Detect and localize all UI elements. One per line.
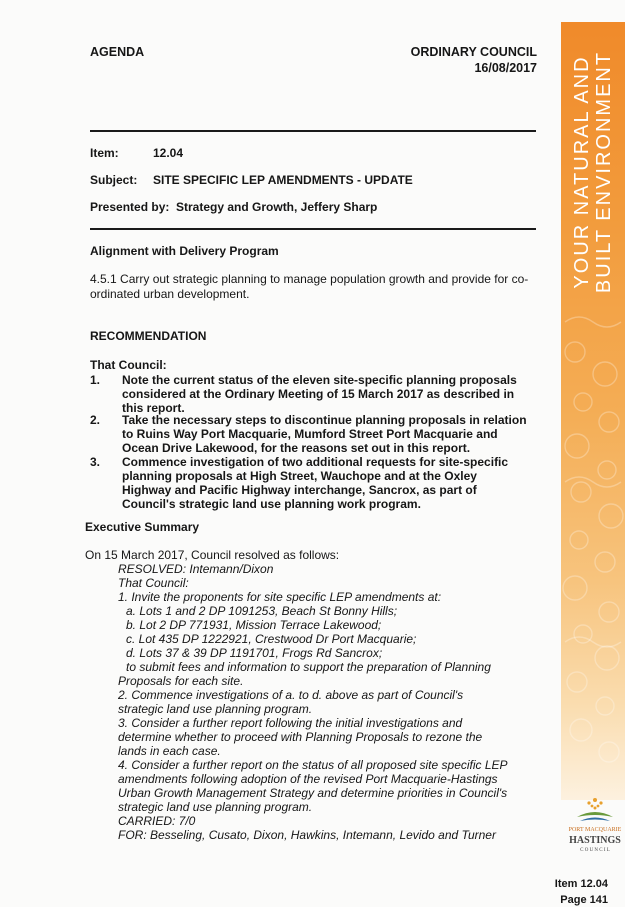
footer-item-number: Item 12.04 <box>554 878 608 890</box>
rec-item-2 <box>122 413 536 455</box>
recommendation-heading: RECOMMENDATION <box>90 329 207 343</box>
rec-item-3-line: Highway and Pacific Highway interchange, Sancrox, as part of <box>122 483 477 497</box>
lot-item: c. Lot 435 DP 1222921, Crestwood Dr Port Macquarie; <box>126 632 417 646</box>
item-label: Item: <box>90 146 119 160</box>
subject-label: Subject: <box>90 173 138 187</box>
brand-sidebar <box>561 22 625 800</box>
rec-item-3-number: 3. <box>90 455 101 469</box>
sidebar-slogan-line-2: BUILT ENVIRONMENT <box>593 50 615 294</box>
agenda-label: AGENDA <box>90 45 145 59</box>
resolution-point-3: 3. Consider a further report following the initial investigations and <box>118 716 463 730</box>
that-council-line: That Council: <box>118 576 189 590</box>
presented-by-value: Strategy and Growth, Jeffery Sharp <box>176 200 378 214</box>
executive-summary-intro: On 15 March 2017, Council resolved as follows: <box>85 548 340 562</box>
item-number: 12.04 <box>153 146 184 160</box>
rec-item-3-line: Commence investigation of two additional requests for site-specific <box>122 455 509 469</box>
for-line: FOR: Besseling, Cusato, Dixon, Hawkins, Intemann, Levido and Turner <box>118 828 496 842</box>
resolved-line: RESOLVED: Intemann/Dixon <box>118 562 274 576</box>
rec-item-3-line: planning proposals at High Street, Wauchope and at the Oxley <box>122 469 477 483</box>
resolution-point-4: 4. Consider a further report on the status of all proposed site specific LEP <box>118 758 508 772</box>
meeting-date: 16/08/2017 <box>474 61 537 75</box>
executive-summary-heading: Executive Summary <box>85 520 200 534</box>
resolution-point-1: 1. Invite the proponents for site specific LEP amendments at: <box>118 590 442 604</box>
sidebar-slogan-line-1: YOUR NATURAL AND <box>571 55 593 289</box>
subject-value: SITE SPECIFIC LEP AMENDMENTS - UPDATE <box>153 173 413 187</box>
resolution-point-1-tail: Proposals for each site. <box>118 674 244 688</box>
resolution-point-3: lands in each case. <box>118 744 221 758</box>
council-logo <box>568 795 622 865</box>
resolution-point-2: strategic land use planning program. <box>118 702 313 716</box>
rec-item-2-number: 2. <box>90 413 101 427</box>
footer-page-number: Page 141 <box>560 894 608 906</box>
rec-item-2-line: Take the necessary steps to discontinue planning proposals in relation <box>122 413 527 427</box>
lot-item: d. Lots 37 & 39 DP 1191701, Frogs Rd Sancrox; <box>126 646 383 660</box>
logo-text-line-3: C O U N C I L <box>580 848 610 853</box>
resolution-point-4: amendments following adoption of the revised Port Macquarie-Hastings <box>118 772 498 786</box>
rec-item-3-line: Council's strategic land use planning work program. <box>122 497 421 511</box>
rec-item-3 <box>122 455 536 511</box>
sidebar-slogan <box>571 51 615 293</box>
resolution-point-4: Urban Growth Management Strategy and determine priorities in Council's <box>118 786 508 800</box>
logo-text-line-2: HASTINGS <box>569 835 621 846</box>
mid-rule <box>90 228 536 230</box>
presented-by-label: Presented by: <box>90 200 170 214</box>
resolution-point-1-tail: to submit fees and information to support the preparation of Planning <box>126 660 491 674</box>
alignment-line-1: 4.5.1 Carry out strategic planning to manage population growth and provide for co- <box>90 272 529 286</box>
rec-item-1-line: this report. <box>122 401 185 415</box>
rec-item-1-number: 1. <box>90 373 101 387</box>
lot-item: b. Lot 2 DP 771931, Mission Terrace Lakewood; <box>126 618 382 632</box>
carried-line: CARRIED: 7/0 <box>118 814 196 828</box>
alignment-line-2: ordinated urban development. <box>90 287 250 301</box>
lot-item: a. Lots 1 and 2 DP 1091253, Beach St Bonny Hills; <box>126 604 398 618</box>
recommendation-intro: That Council: <box>90 358 167 372</box>
rec-item-1 <box>122 373 536 415</box>
resolution-point-3: determine whether to proceed with Planning Proposals to rezone the <box>118 730 483 744</box>
rec-item-1-line: considered at the Ordinary Meeting of 15 March 2017 as described in <box>122 387 515 401</box>
alignment-heading: Alignment with Delivery Program <box>90 244 279 258</box>
logo-text-line-1: PORT MACQUARIE <box>568 827 622 833</box>
top-rule <box>90 130 536 132</box>
rec-item-1-line: Note the current status of the eleven site-specific planning proposals <box>122 373 517 387</box>
resolution-point-2: 2. Commence investigations of a. to d. above as part of Council's <box>118 688 464 702</box>
rec-item-2-line: Ocean Drive Lakewood, for the reasons set out in this report. <box>122 441 471 455</box>
rec-item-2-line: to Ruins Way Port Macquarie, Mumford Street Port Macquarie and <box>122 427 498 441</box>
logo-emblem-icon <box>568 795 622 825</box>
meeting-title: ORDINARY COUNCIL <box>410 45 537 59</box>
resolution-point-4: strategic land use planning program. <box>118 800 313 814</box>
